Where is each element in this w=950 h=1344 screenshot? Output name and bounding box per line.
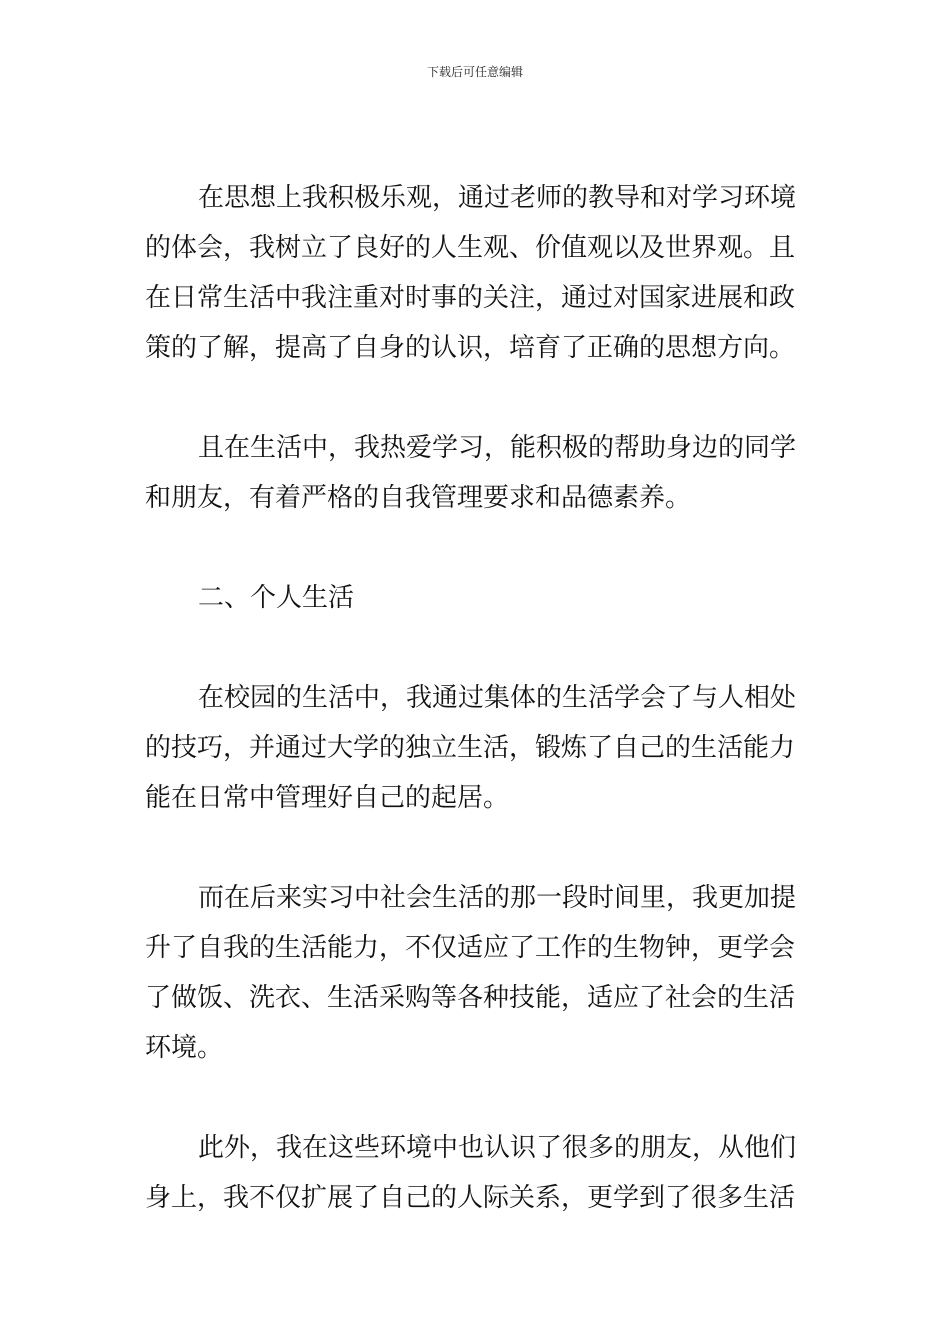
paragraph-campus-life: [145, 673, 807, 823]
text-line: 在日常生活中我注重对时事的关注，通过对国家进展和政: [145, 283, 796, 313]
paragraph-study: [145, 423, 807, 523]
text-line: 能在日常中管理好自己的起居。: [145, 783, 510, 813]
text-line: 在校园的生活中，我通过集体的生活学会了与人相处: [198, 683, 797, 713]
paragraph-ideology: [145, 173, 807, 373]
paragraph-spacer: [145, 523, 807, 573]
paragraph-internship: [145, 873, 807, 1073]
text-line: 升了自我的生活能力，不仅适应了工作的生物钟，更学会: [145, 933, 796, 963]
text-line: 身上，我不仅扩展了自己的人际关系，更学到了很多生活: [145, 1183, 796, 1213]
text-line: 环境。: [145, 1033, 224, 1063]
paragraph-spacer: [145, 373, 807, 423]
paragraph-spacer: [145, 823, 807, 873]
text-line: 策的了解，提高了自身的认识，培育了正确的思想方向。: [145, 333, 796, 363]
text-line: 在思想上我积极乐观，通过老师的教导和对学习环境: [198, 183, 797, 213]
heading-line: 二、个人生活: [198, 583, 355, 613]
paragraph-friends: [145, 1123, 807, 1223]
document-body: [145, 173, 807, 1223]
page-header: 下载后可任意编辑: [426, 65, 523, 79]
text-line: 的体会，我树立了良好的人生观、价值观以及世界观。且: [145, 233, 796, 263]
text-line: 且在生活中，我热爱学习，能积极的帮助身边的同学: [198, 433, 797, 463]
section-heading: [145, 573, 807, 623]
paragraph-spacer: [145, 623, 807, 673]
text-line: 而在后来实习中社会生活的那一段时间里，我更加提: [198, 883, 797, 913]
text-line: 的技巧，并通过大学的独立生活，锻炼了自己的生活能力: [145, 733, 796, 763]
text-line: 和朋友，有着严格的自我管理要求和品德素养。: [145, 483, 692, 513]
text-line: 此外，我在这些环境中也认识了很多的朋友，从他们: [198, 1133, 797, 1163]
text-line: 了做饭、洗衣、生活采购等各种技能，适应了社会的生活: [145, 983, 796, 1013]
paragraph-spacer: [145, 1073, 807, 1123]
